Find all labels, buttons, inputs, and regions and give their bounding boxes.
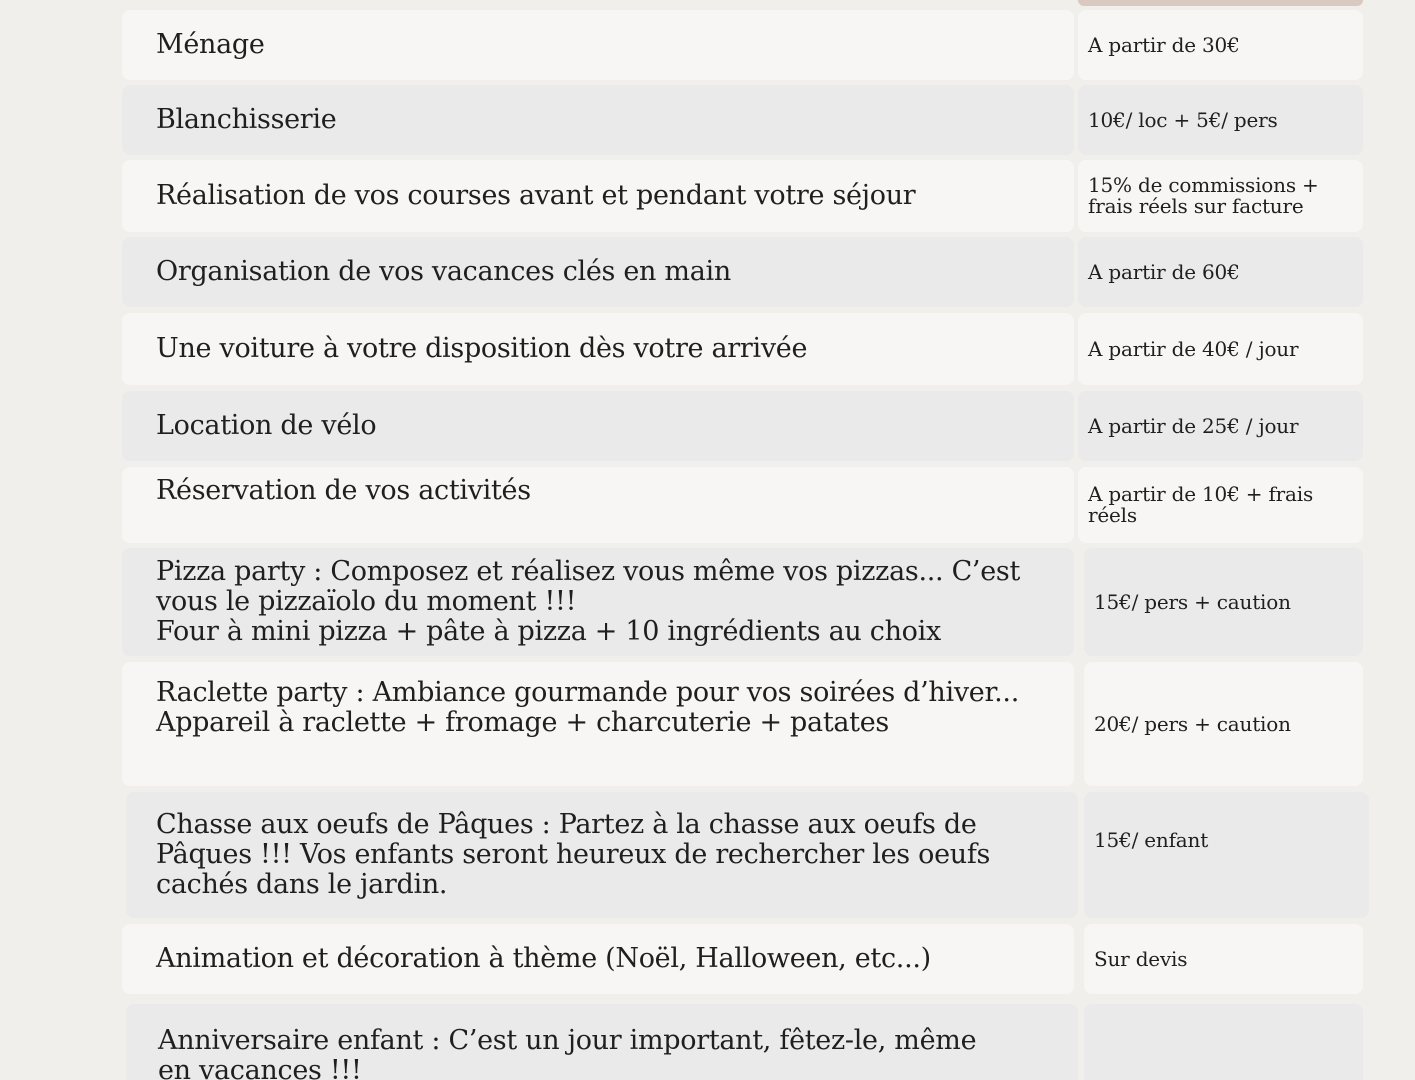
header-tab (1078, 0, 1363, 6)
service-name: Ménage (156, 29, 265, 60)
price-text: A partir de 60€ (1088, 259, 1240, 284)
service-name: Anniversaire enfant : C’est un jour important, fêtez-le, même (158, 1025, 977, 1056)
price-text: réels (1088, 503, 1137, 527)
service-description: cachés dans le jardin. (156, 869, 448, 900)
service-price-anniversaire-enfant (1084, 1004, 1363, 1080)
price-text: 20€/ pers + caution (1094, 711, 1291, 736)
service-price-menage (1078, 10, 1363, 80)
service-name: Organisation de vos vacances clés en main (156, 256, 731, 287)
service-row-pizza-party (122, 548, 1074, 656)
price-text: frais réels sur facture (1088, 194, 1304, 218)
price-text: 10€/ loc + 5€/ pers (1088, 107, 1278, 132)
price-text: A partir de 10€ + frais (1088, 482, 1314, 506)
service-description: vous le pizzaïolo du moment !!! (156, 586, 577, 617)
service-price-activites (1078, 467, 1363, 543)
service-price-blanchisserie (1078, 85, 1363, 155)
service-row-animation (122, 924, 1074, 994)
service-name: Location de vélo (156, 410, 377, 441)
price-text: 15% de commissions + (1088, 173, 1319, 197)
service-price-courses (1078, 160, 1363, 232)
service-row-blanchisserie (122, 85, 1074, 155)
price-text: 15€/ pers + caution (1094, 589, 1291, 614)
service-row-chasse-oeufs (126, 792, 1078, 918)
service-price-voiture (1078, 313, 1363, 385)
service-description: Four à mini pizza + pâte à pizza + 10 ingrédients au choix (156, 616, 941, 647)
service-name: Raclette party : Ambiance gourmande pour vos soirées d’hiver... (156, 677, 1019, 708)
service-price-chasse-oeufs (1084, 792, 1369, 918)
service-description: Appareil à raclette + fromage + charcuterie + patates (156, 707, 889, 738)
service-row-anniversaire-enfant (126, 1004, 1078, 1080)
service-row-courses (122, 160, 1074, 232)
service-price-organisation (1078, 237, 1363, 307)
service-price-velo (1078, 391, 1363, 461)
service-price-pizza-party (1084, 548, 1363, 656)
service-row-menage (122, 10, 1074, 80)
service-price-raclette-party (1084, 662, 1363, 786)
price-text: 15€/ enfant (1094, 828, 1209, 852)
service-row-raclette-party (122, 662, 1074, 786)
price-text: A partir de 25€ / jour (1088, 413, 1299, 438)
service-name: Une voiture à votre disposition dès votre arrivée (156, 333, 808, 364)
service-description: en vacances !!! (158, 1055, 362, 1080)
service-name: Blanchisserie (156, 104, 337, 135)
service-row-activites (122, 467, 1074, 543)
service-name: Animation et décoration à thème (Noël, Halloween, etc...) (156, 943, 931, 974)
service-name: Pizza party : Composez et réalisez vous même vos pizzas... C’est (156, 556, 1020, 587)
service-description: Pâques !!! Vos enfants seront heureux de rechercher les oeufs (156, 839, 991, 870)
price-text: A partir de 30€ (1088, 32, 1240, 57)
service-price-animation (1084, 924, 1363, 994)
price-text: A partir de 40€ / jour (1088, 336, 1299, 361)
service-row-velo (122, 391, 1074, 461)
service-name: Chasse aux oeufs de Pâques : Partez à la chasse aux oeufs de (156, 809, 977, 840)
service-name: Réservation de vos activités (156, 475, 531, 506)
service-row-voiture (122, 313, 1074, 385)
price-text: Sur devis (1094, 946, 1188, 971)
service-name: Réalisation de vos courses avant et pendant votre séjour (156, 180, 916, 211)
service-row-organisation (122, 237, 1074, 307)
